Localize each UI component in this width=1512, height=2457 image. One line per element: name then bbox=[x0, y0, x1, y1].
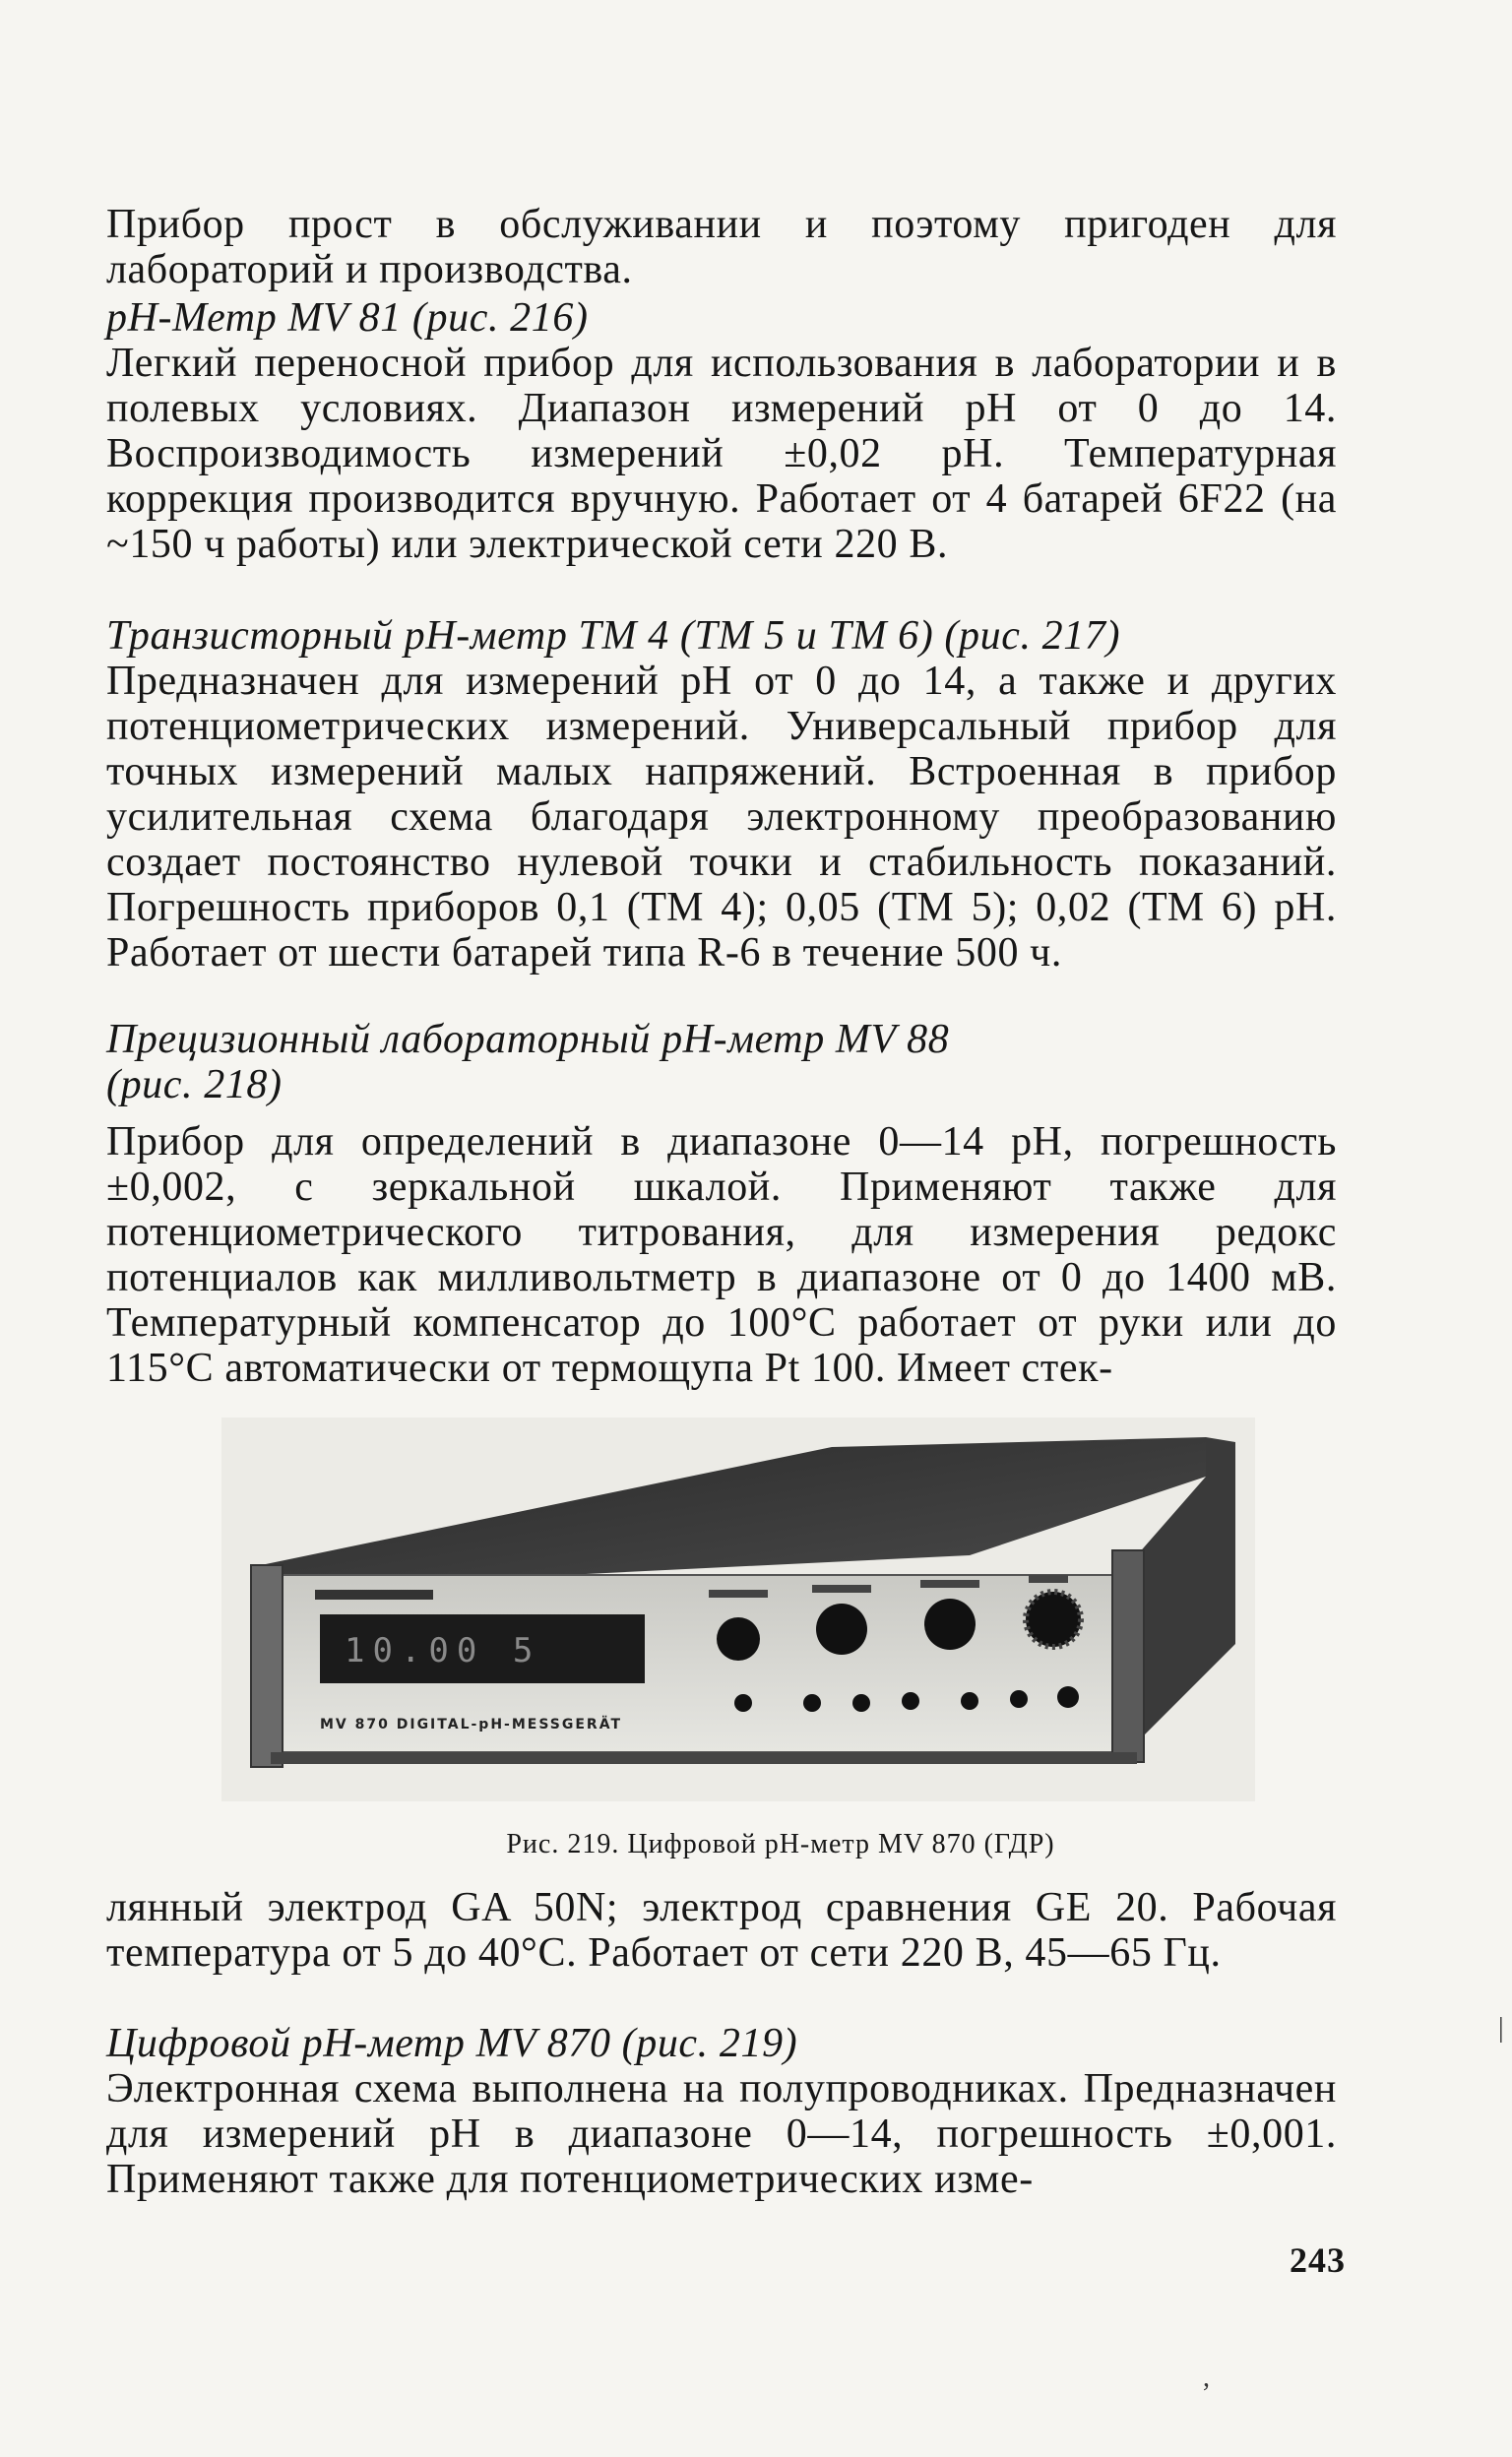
heading-mv81: pH-Метр MV 81 (рис. 216) bbox=[106, 295, 589, 341]
heading-tm4: Транзисторный pH-метр ТМ 4 (ТМ 5 и ТМ 6) (рис. 217) bbox=[106, 613, 1121, 659]
paragraph-mv81: Легкий переносной прибор для использования в лаборатории и в полевых условиях. Диапазон измерений pH от 0 до 14. Воспроизводимость измерений ±0,02 pH. Температурная коррекция производится вручную. Работает от 4 батарей 6F22 (на ~150 ч работы) или электрической сети 220 В. bbox=[106, 341, 1337, 567]
section-mv81 bbox=[106, 295, 1337, 567]
paragraph-tm4: Предназначен для измерений pH от 0 до 14, а также и других потенциометрических измерений. Универсальный прибор для точных измерений малых напряжений. Встроенная в прибор усилительная схема благодаря электронному преобразованию создает постоянство нулевой точки и стабильность показаний. Погрешность приборов 0,1 (ТМ 4); 0,05 (ТМ 5); 0,02 (ТМ 6) pH. Работает от шести батарей типа R-6 в течение 500 ч. bbox=[106, 659, 1337, 976]
figure-mv870-photo bbox=[221, 1418, 1255, 1801]
knob-2 bbox=[816, 1604, 867, 1655]
intro-paragraph bbox=[106, 202, 1337, 292]
display-reading: 10.00 5 bbox=[345, 1631, 541, 1670]
right-handle bbox=[1112, 1550, 1144, 1762]
device-label: MV 870 DIGITAL-pH-MESSGERÄT bbox=[320, 1717, 623, 1732]
section-tm4 bbox=[106, 613, 1337, 976]
ph-meter-illustration bbox=[221, 1418, 1255, 1801]
section-mv88 bbox=[106, 1017, 1337, 1391]
page-number: 243 bbox=[1290, 2240, 1346, 2280]
knob-1 bbox=[717, 1617, 760, 1661]
heading-mv88-line2: (рис. 218) bbox=[106, 1062, 283, 1107]
paragraph-continued: лянный электрод GA 50N; электрод сравнения GE 20. Рабочая температура от 5 до 40°С. Работает от сети 220 В, 45—65 Гц. bbox=[106, 1885, 1337, 1976]
knob-3 bbox=[924, 1599, 976, 1650]
continued-paragraph bbox=[106, 1885, 1337, 1976]
paragraph-mv870: Электронная схема выполнена на полупроводниках. Предназначен для измерений pH в диапазоне 0—14, погрешность ±0,001. Применяют также для потенциометрических изме- bbox=[106, 2066, 1337, 2202]
scan-mark: , bbox=[1203, 2362, 1210, 2393]
knob-range-selector bbox=[1026, 1592, 1081, 1647]
paragraph-mv88: Прибор для определений в диапазоне 0—14 pH, погрешность ±0,002, с зеркальной шкалой. Применяют также для потенциометрического титрования, для измерения редокс потенциалов как милливольтметр в диапазоне от 0 до 1400 мВ. Температурный компенсатор до 100°С работает от руки или до 115°С автоматически от термощупа Pt 100. Имеет стек- bbox=[106, 1119, 1337, 1391]
left-handle bbox=[251, 1565, 283, 1767]
heading-mv88-line1: Прецизионный лабораторный pH-метр MV 88 bbox=[106, 1017, 950, 1062]
figure-caption: Рис. 219. Цифровой pH-метр MV 870 (ГДР) bbox=[506, 1829, 1055, 1859]
intro-text: Прибор прост в обслуживании и поэтому пригоден для лабораторий и производства. bbox=[106, 202, 1337, 292]
margin-mark: | bbox=[1498, 2013, 1504, 2044]
heading-mv870: Цифровой pH-метр MV 870 (рис. 219) bbox=[106, 2021, 798, 2066]
section-mv870 bbox=[106, 2021, 1337, 2202]
